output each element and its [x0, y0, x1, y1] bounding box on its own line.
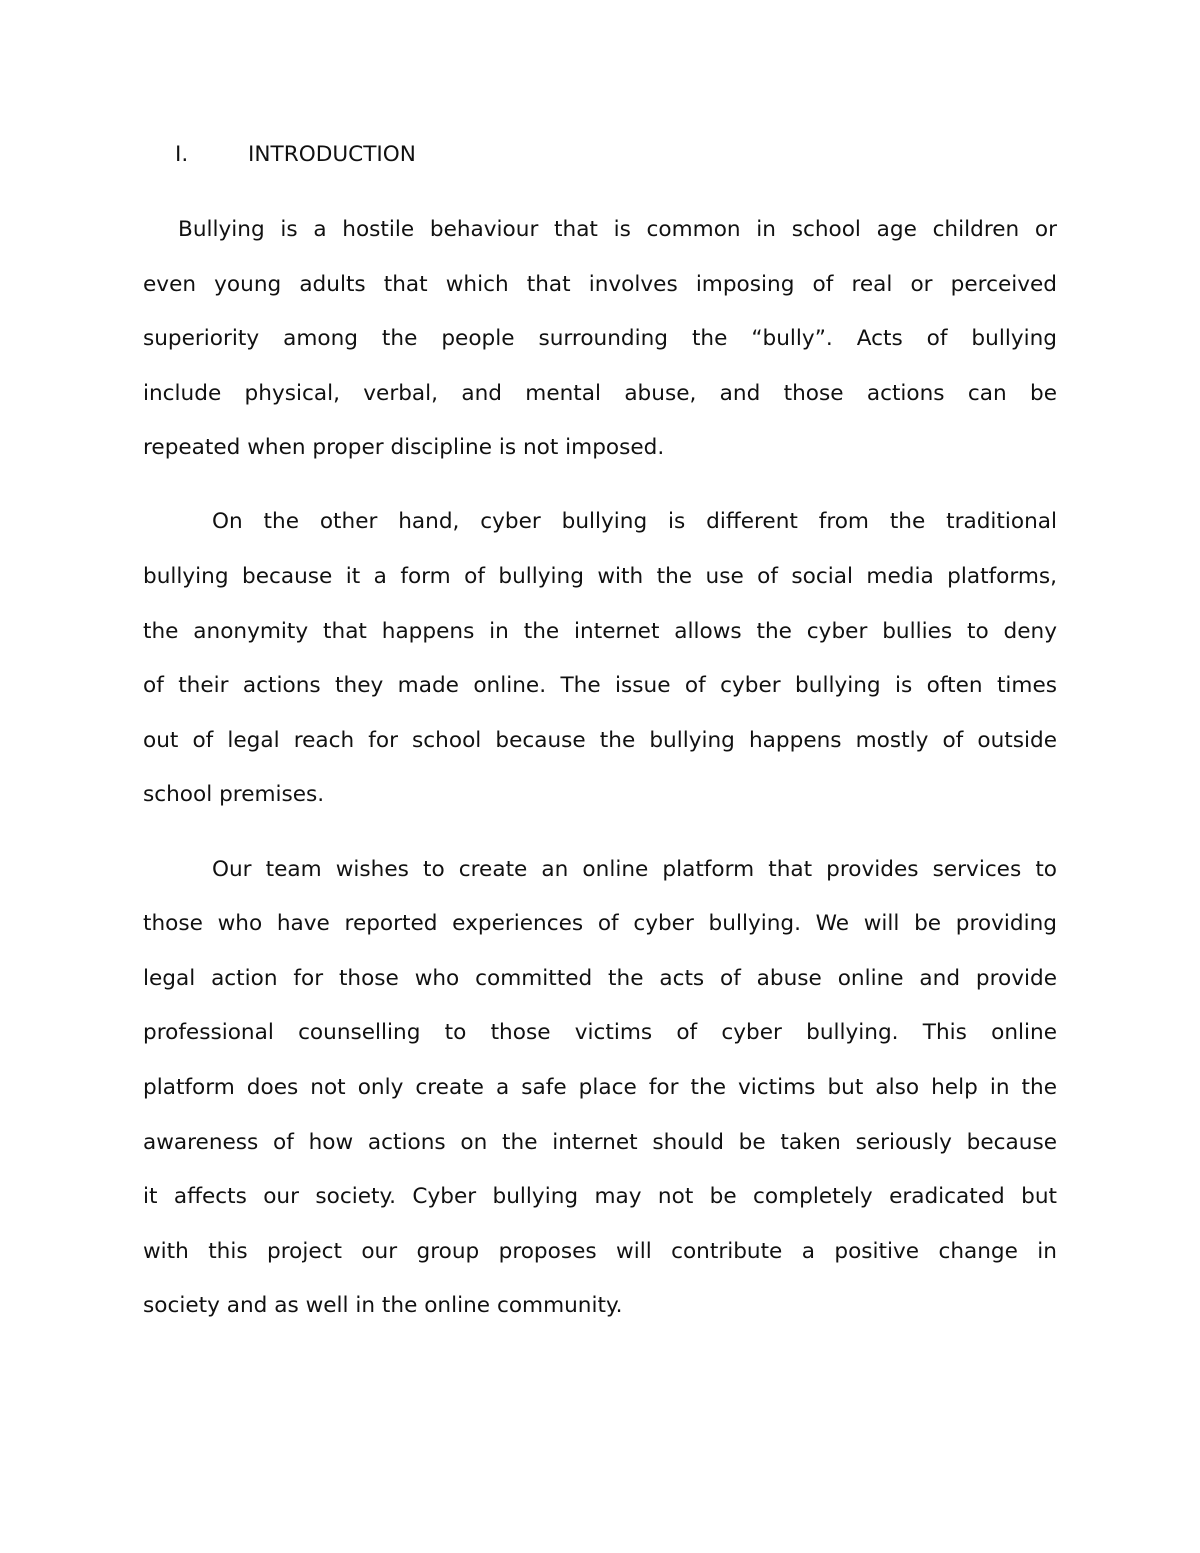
paragraph-team-proposal — [143, 843, 1057, 1334]
text-line: platform does not only create a safe place for the victims but also help in the — [143, 1074, 1057, 1100]
text-line: legal action for those who committed the acts of abuse online and provide — [143, 965, 1057, 991]
text-line: school premises. — [143, 782, 325, 808]
text-line: with this project our group proposes will contribute a positive change in — [143, 1238, 1057, 1264]
text-line: the anonymity that happens in the internet allows the cyber bullies to deny — [143, 618, 1057, 644]
section-title: INTRODUCTION — [248, 142, 416, 167]
document-body — [143, 203, 1057, 1353]
text-line: of their actions they made online. The issue of cyber bullying is often times — [143, 673, 1057, 699]
text-line: include physical, verbal, and mental abuse, and those actions can be — [143, 380, 1057, 406]
text-line: repeated when proper discipline is not imposed. — [143, 435, 665, 461]
text-line: bullying because it a form of bullying with the use of social media platforms, — [143, 564, 1057, 590]
text-line: superiority among the people surrounding the “bully”. Acts of bullying — [143, 326, 1057, 352]
text-line: professional counselling to those victims of cyber bullying. This online — [143, 1020, 1057, 1046]
paragraph-bullying-definition — [143, 203, 1057, 476]
text-line: those who have reported experiences of cyber bullying. We will be providing — [143, 911, 1057, 937]
text-line: awareness of how actions on the internet should be taken seriously because — [143, 1129, 1057, 1155]
text-line: On the other hand, cyber bullying is different from the traditional — [212, 509, 1057, 535]
text-line: out of legal reach for school because the bullying happens mostly of outside — [143, 727, 1057, 753]
section-heading — [0, 128, 1200, 182]
text-line: even young adults that which that involves imposing of real or perceived — [143, 271, 1057, 297]
text-line: Our team wishes to create an online platform that provides services to — [212, 856, 1057, 882]
text-line: society and as well in the online community. — [143, 1293, 623, 1319]
paragraph-cyber-bullying — [143, 495, 1057, 823]
text-line: Bullying is a hostile behaviour that is common in school age children or — [178, 217, 1057, 242]
section-number: I. — [175, 142, 189, 167]
text-line: it affects our society. Cyber bullying may not be completely eradicated but — [143, 1184, 1057, 1210]
